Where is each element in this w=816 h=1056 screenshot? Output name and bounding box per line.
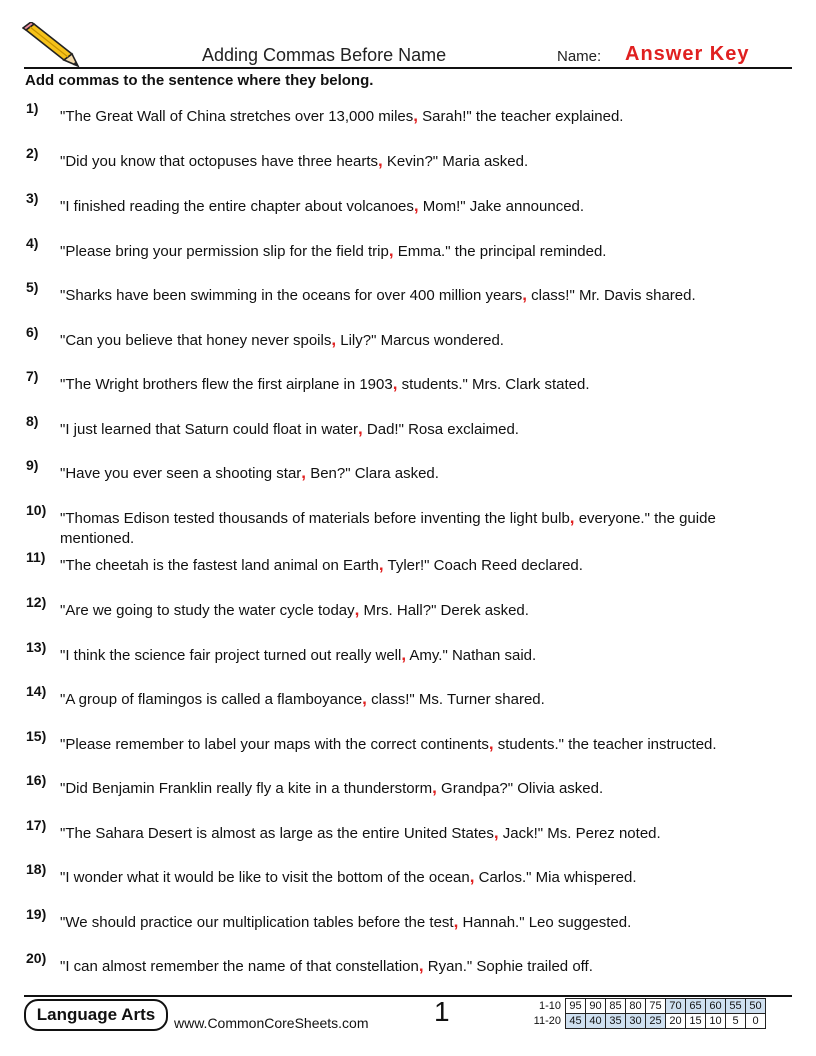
score-cell: 80 (626, 999, 646, 1014)
score-cell: 50 (746, 999, 766, 1014)
sentence-start: "Have you ever seen a shooting star (60, 465, 302, 482)
score-range-label: 11-20 (533, 1015, 561, 1027)
question-text (60, 734, 775, 755)
score-cell: 0 (746, 1014, 766, 1029)
sentence-start: "I wonder what it would be like to visit the bottom of the ocean (60, 869, 470, 886)
sentence-start: "Did Benjamin Franklin really fly a kite in a thunderstorm (60, 780, 433, 797)
question-text (60, 241, 775, 262)
sentence-start: "I think the science fair project turned out really well (60, 647, 402, 664)
question-number: 17) (26, 817, 47, 833)
question-number: 6) (26, 324, 39, 340)
answer-comma: , (469, 867, 475, 886)
sentence-start: "Thomas Edison tested thousands of materials before inventing the light bulb (60, 510, 570, 527)
question-text (60, 912, 775, 933)
question-number: 3) (26, 190, 39, 206)
question-text (60, 778, 775, 799)
sentence-start: "Did you know that octopuses have three hearts (60, 153, 379, 170)
answer-comma: , (413, 196, 419, 215)
answer-comma: , (401, 645, 407, 664)
answer-comma: , (432, 778, 437, 797)
sentence-start: "Please remember to label your maps with the correct continents (60, 736, 489, 753)
score-cell: 10 (706, 1014, 726, 1029)
question-number: 5) (26, 279, 39, 295)
score-cell: 30 (626, 1014, 646, 1029)
footer-divider (24, 995, 792, 997)
sentence-end: students." Mrs. Clark stated. (397, 376, 590, 393)
question-number: 2) (26, 145, 39, 161)
question-number: 13) (26, 639, 47, 655)
score-table (527, 998, 766, 1029)
sentence-start: "I finished reading the entire chapter about volcanoes (60, 198, 414, 215)
sentence-start: "A group of flamingos is called a flamboyance (60, 691, 363, 708)
answer-comma: , (301, 463, 307, 482)
sentence-start: "Are we going to study the water cycle today (60, 602, 355, 619)
sentence-end: Ben?" Clara asked. (306, 465, 439, 482)
sentence-start: "Sharks have been swimming in the oceans for over 400 million years (60, 287, 523, 304)
question-text (60, 867, 775, 888)
answer-comma: , (388, 241, 394, 260)
question-number: 7) (26, 368, 39, 384)
answer-comma: , (378, 151, 383, 170)
sentence-start: "The Sahara Desert is almost as large as the entire United States (60, 825, 494, 842)
score-cell: 25 (646, 1014, 666, 1029)
score-cell: 20 (666, 1014, 686, 1029)
brand-badge: Language Arts (24, 999, 168, 1031)
sentence-end: students." the teacher instructed. (493, 736, 717, 753)
score-cell: 70 (666, 999, 686, 1014)
sentence-start: "Please bring your permission slip for the field trip (60, 243, 389, 260)
sentence-end: Tyler!" Coach Reed declared. (383, 557, 583, 574)
sentence-end: everyone." the guide mentioned. (60, 510, 716, 547)
question-text (60, 419, 775, 440)
answer-comma: , (488, 734, 494, 753)
score-cell: 95 (566, 999, 586, 1014)
question-text (60, 645, 775, 666)
sentence-end: Amy." Nathan said. (406, 647, 537, 664)
answer-comma: , (453, 912, 459, 931)
question-number: 12) (26, 594, 47, 610)
answer-comma: , (354, 600, 360, 619)
answer-comma: , (413, 106, 418, 125)
answer-comma: , (418, 956, 424, 975)
answer-comma: , (522, 285, 527, 304)
question-text (60, 956, 775, 977)
question-text (60, 106, 775, 127)
page-title: Adding Commas Before Name (202, 45, 447, 65)
sentence-start: "I can almost remember the name of that constellation (60, 958, 419, 975)
sentence-end: Mom!" Jake announced. (418, 198, 585, 215)
score-row (527, 999, 766, 1014)
score-cell: 90 (586, 999, 606, 1014)
sentence-end: Grandpa?" Olivia asked. (436, 780, 604, 797)
sentence-start: "The cheetah is the fastest land animal on Earth (60, 557, 379, 574)
question-text (60, 508, 775, 549)
question-text (60, 823, 775, 844)
answer-comma: , (569, 508, 575, 527)
sentence-start: "The Great Wall of China stretches over 13,000 miles (60, 108, 414, 125)
sentence-start: "Can you believe that honey never spoils (60, 332, 332, 349)
question-number: 14) (26, 683, 47, 699)
sentence-start: "The Wright brothers flew the first airplane in 1903 (60, 376, 393, 393)
question-number: 4) (26, 235, 39, 251)
sentence-end: class!" Ms. Turner shared. (366, 691, 545, 708)
question-number: 19) (26, 906, 47, 922)
question-number: 1) (26, 100, 39, 116)
question-text (60, 151, 775, 172)
answer-comma: , (378, 555, 384, 574)
answer-comma: , (362, 689, 367, 708)
sentence-end: Ryan." Sophie trailed off. (423, 958, 593, 975)
instructions: Add commas to the sentence where they belong. (25, 72, 374, 89)
score-cell: 40 (586, 1014, 606, 1029)
sentence-start: "We should practice our multiplication tables before the test (60, 914, 454, 931)
sentence-end: Jack!" Ms. Perez noted. (498, 825, 661, 842)
question-number: 11) (26, 549, 46, 565)
question-number: 10) (26, 502, 47, 518)
question-text (60, 555, 775, 576)
question-number: 9) (26, 457, 39, 473)
question-number: 20) (26, 950, 47, 966)
answer-comma: , (493, 823, 499, 842)
score-cell: 75 (646, 999, 666, 1014)
score-cell: 60 (706, 999, 726, 1014)
page-number: 1 (434, 996, 450, 1027)
question-number: 18) (26, 861, 47, 877)
sentence-end: Kevin?" Maria asked. (382, 153, 529, 170)
score-cell: 15 (686, 1014, 706, 1029)
answer-key-heading: Answer Key (625, 43, 750, 65)
sentence-end: Carlos." Mia whispered. (474, 869, 637, 886)
name-label: Name: (557, 48, 602, 65)
question-text (60, 689, 775, 710)
score-row (527, 1014, 766, 1029)
question-text (60, 463, 775, 484)
question-number: 15) (26, 728, 47, 744)
score-cell: 5 (726, 1014, 746, 1029)
question-text (60, 285, 775, 306)
website-label: www.CommonCoreSheets.com (174, 1015, 369, 1031)
score-cell: 35 (606, 1014, 626, 1029)
header-divider (24, 67, 792, 69)
score-cell: 45 (566, 1014, 586, 1029)
question-text (60, 196, 775, 217)
answer-comma: , (392, 374, 398, 393)
sentence-end: Sarah!" the teacher explained. (418, 108, 624, 125)
question-text (60, 600, 775, 621)
question-text (60, 330, 775, 351)
sentence-end: Hannah." Leo suggested. (458, 914, 632, 931)
answer-comma: , (358, 419, 363, 438)
score-cell: 55 (726, 999, 746, 1014)
sentence-end: Dad!" Rosa exclaimed. (362, 421, 519, 438)
question-number: 16) (26, 772, 47, 788)
question-number: 8) (26, 413, 39, 429)
sentence-end: Lily?" Marcus wondered. (336, 332, 504, 349)
sentence-start: "I just learned that Saturn could float in water (60, 421, 358, 438)
sentence-end: class!" Mr. Davis shared. (526, 287, 696, 304)
answer-comma: , (331, 330, 337, 349)
score-cell: 85 (606, 999, 626, 1014)
question-text (60, 374, 775, 395)
sentence-end: Emma." the principal reminded. (393, 243, 607, 260)
score-range-label: 1-10 (538, 1000, 561, 1012)
pencil-icon (22, 22, 80, 68)
score-cell: 65 (686, 999, 706, 1014)
sentence-end: Mrs. Hall?" Derek asked. (359, 602, 529, 619)
